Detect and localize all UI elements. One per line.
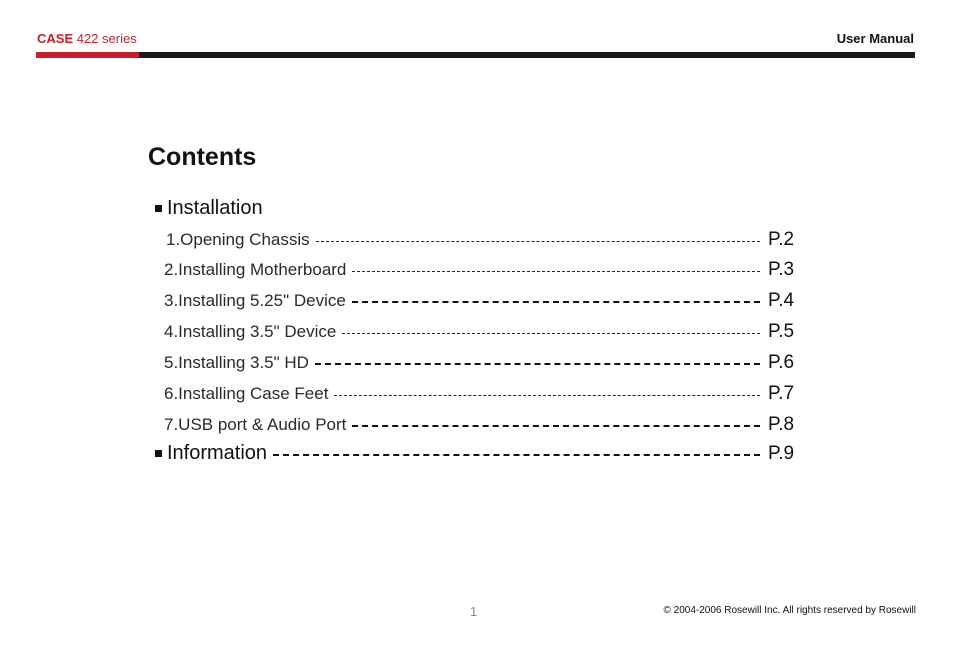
toc-item-page: P.7 [768,383,795,404]
toc-section-information[interactable] [155,442,798,465]
toc-item-usb-audio-port[interactable] [164,414,798,436]
toc-item-installing-case-feet[interactable] [164,383,798,405]
header-bar-accent [36,52,139,58]
toc-item-label: 1.Opening Chassis [166,230,310,249]
toc-item-label: 3.Installing 5.25" Device [164,291,346,310]
toc-item-installing-motherboard[interactable] [164,259,798,281]
toc-item-label: 6.Installing Case Feet [164,384,329,403]
toc-item-label: 4.Installing 3.5" Device [164,322,337,341]
toc-leader-dots [316,241,760,242]
toc-item-page: P.8 [768,414,795,435]
toc-leader-dots [342,333,760,334]
toc-item-installing-35-device[interactable] [164,321,798,343]
toc-leader-dots [352,301,760,303]
footer-copyright: © 2004-2006 Rosewill Inc. All rights reserved by Rosewill [663,605,916,616]
bullet-icon [155,205,162,212]
toc-leader-dots [352,271,760,272]
toc-item-installing-35-hd[interactable] [164,352,798,374]
header-bar [36,52,915,58]
header-series-text: 422 series [73,31,137,46]
toc-section-label: Installation [167,197,263,219]
toc-leader-dots [334,395,760,396]
toc-item-page: P.5 [768,321,795,342]
toc-section-label: Information [167,442,268,464]
header-brand: CASE [37,31,74,46]
toc-leader-dots [273,454,760,456]
toc-section-installation [155,197,263,220]
header-manual-label: User Manual [836,31,914,46]
toc-item-label: 5.Installing 3.5" HD [164,353,309,372]
footer-page-number: 1 [470,604,478,619]
page-title: Contents [148,143,257,171]
toc-item-page: P.4 [768,290,795,311]
toc-item-page: P.2 [768,229,795,250]
toc-item-page: P.6 [768,352,795,373]
toc-leader-dots [352,425,760,427]
toc-leader-dots [315,363,760,365]
toc-section-page: P.9 [768,443,795,464]
toc-item-label: 7.USB port & Audio Port [164,415,347,434]
header-series [37,31,137,46]
toc-item-page: P.3 [768,259,795,280]
bullet-icon [155,450,162,457]
toc-item-opening-chassis[interactable] [166,229,798,251]
toc-item-label: 2.Installing Motherboard [164,260,347,279]
toc-item-installing-525-device[interactable] [164,290,798,312]
